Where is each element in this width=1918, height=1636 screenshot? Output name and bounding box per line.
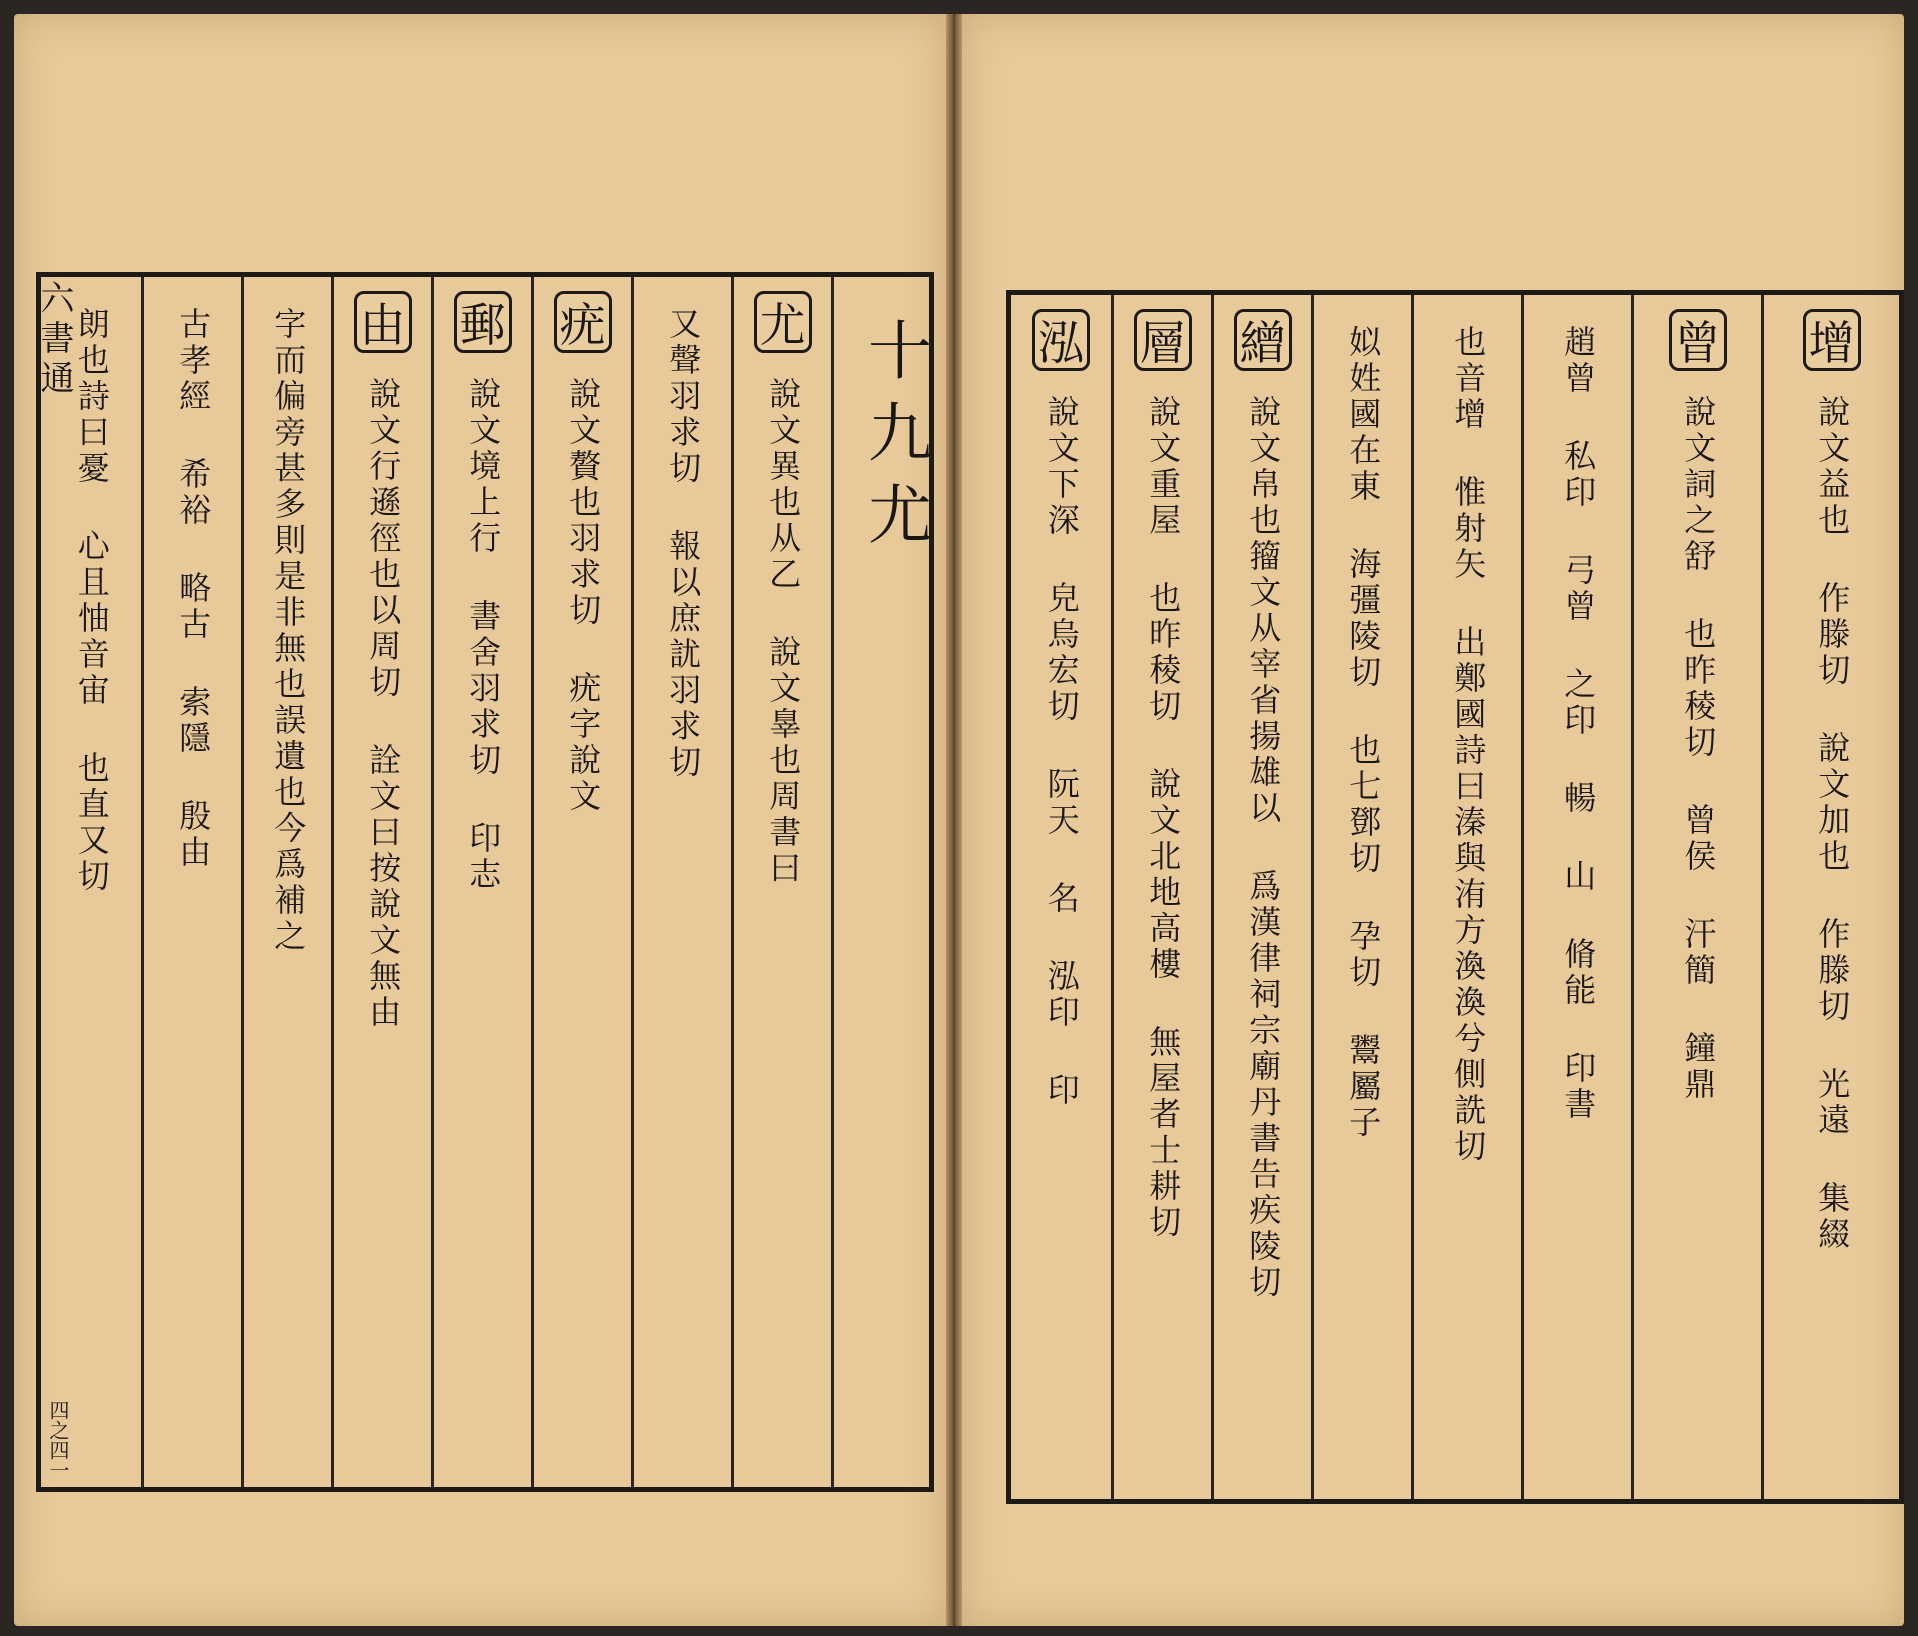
column-2 [631, 277, 731, 1487]
column-5 [1311, 295, 1411, 1499]
column-text: 又聲羽求切 報以庶訧羽求切 [664, 307, 703, 781]
entry-head: 曾 [1669, 309, 1727, 371]
column-text: 說文境上行 書舍羽求切 印志 [464, 377, 503, 893]
column-text: 說文帛也籀文从宰省揚雄以 爲漢律祠宗廟丹書告疾陵切 [1244, 395, 1283, 1301]
column-7 [1111, 295, 1211, 1499]
column-4 [431, 277, 531, 1487]
column-8 [41, 277, 141, 1487]
entry-head: 郵 [454, 291, 512, 353]
entry-head: 疣 [554, 291, 612, 353]
column-6 [1211, 295, 1311, 1499]
column-text: 說文益也 作滕切 說文加也 作滕切 光遠 集綴 [1813, 395, 1852, 1253]
entry-head: 尤 [754, 291, 812, 353]
column-text: 說文行遜徑也以周切 詮文曰按說文無由 [364, 377, 403, 1031]
right-text-frame [1006, 290, 1904, 1504]
column-text: 說文異也从乙 說文辠也周書曰 [764, 377, 803, 887]
folio-code: 四之四一 [46, 1400, 70, 1480]
left-text-frame [36, 272, 934, 1492]
column-text: 說文重屋 也昨稜切 說文北地高樓 無屋者士耕切 [1144, 395, 1183, 1241]
rhyme-title-column [831, 277, 929, 1487]
column-text: 說文詞之舒 也昨稜切 曾侯 汗簡 鐘鼎 [1679, 395, 1718, 1103]
column-text: 也音增 惟射矢 出鄭國詩曰溱與洧方渙渙兮側詵切 [1449, 325, 1488, 1165]
column-text: 說文贅也羽求切 疣字說文 [564, 377, 603, 815]
column-6 [241, 277, 331, 1487]
column-1 [1761, 295, 1899, 1499]
entry-head: 繒 [1234, 309, 1292, 371]
entry-head: 增 [1803, 309, 1861, 371]
column-text: 趙曾 私印 弓曾 之印 暢 山 脩能 印書 [1559, 325, 1598, 1123]
column-8 [1011, 295, 1111, 1499]
entry-head: 由 [354, 291, 412, 353]
entry-head: 泓 [1032, 309, 1090, 371]
column-7 [141, 277, 241, 1487]
column-text: 朗也詩曰憂 心且怞音宙 也直又切 [72, 307, 111, 895]
running-head: 六書通 [34, 280, 74, 400]
column-1 [731, 277, 831, 1487]
book-gutter [946, 14, 962, 1626]
column-2 [1631, 295, 1761, 1499]
rhyme-section-title: 十九尤 [857, 317, 931, 563]
column-5 [331, 277, 431, 1487]
column-4 [1411, 295, 1521, 1499]
column-3 [1521, 295, 1631, 1499]
column-text: 字而偏旁甚多則是非無也誤遺也今爲補之 [269, 307, 308, 955]
column-text: 姒姓國在東 海彊陵切 也七鄧切 孕切 鬻屬子 [1344, 325, 1383, 1141]
column-text: 說文下深 皃烏宏切 阮天 名 泓印 印 [1042, 395, 1081, 1109]
column-3 [531, 277, 631, 1487]
entry-head: 層 [1134, 309, 1192, 371]
column-text: 古孝經 希裕 略古 索隱 殷由 [174, 307, 213, 871]
